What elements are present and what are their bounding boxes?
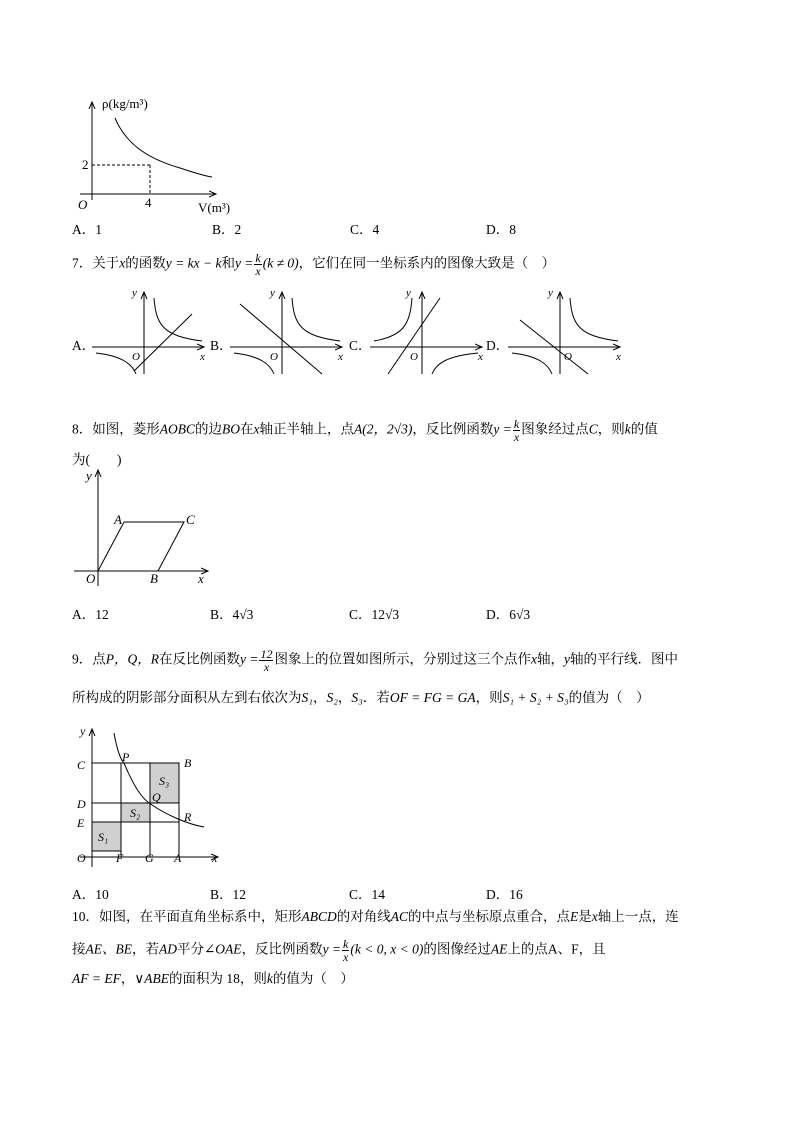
q7-stem: 7．关于x的函数y = kx − k和y = $\frac{k}{x}$ (k ≠ 0)，它们在同一坐标系内的图像大致是（ ） — [72, 251, 556, 278]
svg-text:y: y — [80, 725, 86, 738]
svg-text:R: R — [184, 810, 192, 824]
svg-text:A: A — [114, 512, 122, 527]
q7-label-a: A． — [72, 338, 96, 353]
svg-text:Q: Q — [152, 790, 161, 804]
origin-label: O — [78, 197, 88, 212]
q6-option-d: D．8 — [486, 222, 516, 237]
svg-text:O: O — [410, 351, 418, 363]
svg-text:x: x — [478, 351, 483, 363]
svg-text:O: O — [86, 571, 96, 586]
q7-graph-c — [370, 286, 490, 376]
q8-stem-line2: 为( ) — [72, 452, 122, 467]
svg-text:P: P — [122, 750, 130, 764]
q8-option-d: D．6√3 — [486, 607, 531, 622]
q7-label-d: D． — [486, 338, 510, 353]
svg-text:G: G — [145, 851, 154, 865]
svg-text:x: x — [212, 851, 218, 865]
svg-text:y: y — [548, 287, 553, 299]
svg-text:D: D — [77, 797, 86, 811]
svg-text:B: B — [184, 756, 192, 770]
y-label: ρ(kg/m³) — [102, 96, 148, 111]
q6-option-b: B．2 — [212, 222, 242, 237]
q9-option-c: C．14 — [349, 887, 386, 902]
q6-option-a: A．1 — [72, 222, 102, 237]
svg-text:O: O — [270, 351, 278, 363]
q7-label-c: C． — [349, 338, 372, 353]
svg-text:B: B — [150, 571, 158, 586]
svg-text:x: x — [200, 351, 205, 363]
q6-option-c: C．4 — [350, 222, 380, 237]
y-tick-2: 2 — [82, 157, 89, 172]
q8-option-b: B．4√3 — [210, 607, 254, 622]
q7-graph-a — [92, 286, 212, 376]
svg-text:S₂: S₂ — [130, 806, 141, 820]
svg-text:x: x — [616, 351, 621, 363]
q9-stem-line2: 所构成的阴影部分面积从左到右依次为S₁，S₂，S₃．若OF = FG = GA，则S₁ + S₂ + S₃的值为（ ） — [72, 690, 650, 705]
svg-text:O: O — [564, 351, 572, 363]
svg-text:x: x — [198, 571, 204, 586]
svg-text:A: A — [174, 851, 182, 865]
q7-label-b: B． — [210, 338, 233, 353]
svg-text:y: y — [406, 287, 411, 299]
q7-graph-b — [230, 286, 350, 376]
svg-text:y: y — [132, 287, 137, 299]
q10-stem-line1: 10．如图，在平面直角坐标系中，矩形ABCD的对角线AC的中点与坐标原点重合，点E是x轴上一点，连 — [72, 909, 679, 924]
svg-text:C: C — [77, 758, 86, 772]
q8-rhombus-graph — [70, 462, 220, 590]
density-curve — [115, 118, 212, 177]
svg-text:S₃: S₃ — [159, 774, 170, 788]
svg-text:S₁: S₁ — [98, 830, 109, 844]
q9-option-a: A．10 — [72, 887, 109, 902]
svg-text:x: x — [338, 351, 343, 363]
q7-graph-d — [508, 286, 628, 376]
svg-text:F: F — [116, 851, 124, 865]
q10-stem-line2: 接AE、BE，若AD平分∠OAE，反比例函数y = $\frac{k}{x}$ (k < 0, x < 0)的图像经过AE上的点A、F，且 — [72, 937, 606, 964]
x-label: V(m³) — [198, 200, 231, 215]
svg-text:y: y — [270, 287, 275, 299]
q6-density-graph — [70, 90, 250, 220]
q8-option-a: A．12 — [72, 607, 109, 622]
x-tick-4: 4 — [145, 195, 152, 210]
q9-option-d: D．16 — [486, 887, 523, 902]
q9-stem-line1: 9．点P，Q，R在反比例函数y = $\frac{12}{x}$ 图象上的位置如图所示，分别过这三个点作x轴，y轴的平行线．图中 — [72, 647, 678, 674]
q9-option-b: B．12 — [210, 887, 247, 902]
q10-stem-line3: AF = EF，∨ABE的面积为 18，则k的值为（ ） — [72, 971, 354, 986]
q9-hyperbola-grid — [72, 725, 222, 870]
q8-option-c: C．12√3 — [349, 607, 400, 622]
svg-text:C: C — [186, 512, 195, 527]
svg-text:O: O — [132, 351, 140, 363]
svg-text:y: y — [86, 468, 92, 483]
svg-text:E: E — [77, 816, 85, 830]
q8-stem-line1: 8．如图，菱形AOBC的边BO在x轴正半轴上，点A(2，2√3)，反比例函数y = $\frac{k}{x}$ 图象经过点C，则k的值 — [72, 417, 658, 444]
svg-text:O: O — [77, 851, 86, 865]
